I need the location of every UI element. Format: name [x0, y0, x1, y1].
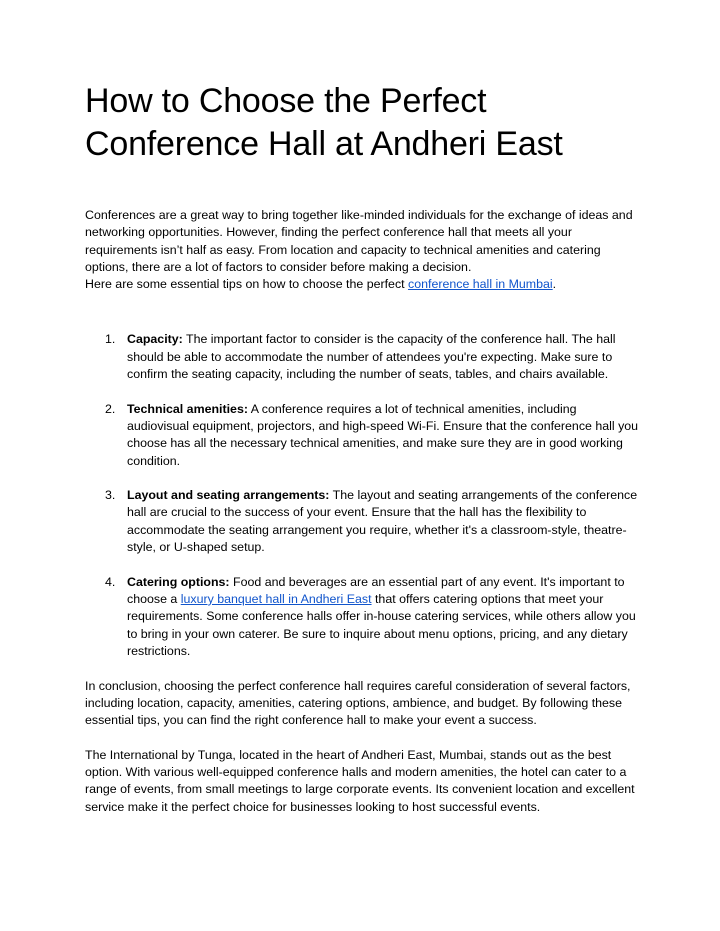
tip-text: A conference requires a lot of technical amenities, including audiovisual equipment, projectors, and high-speed Wi-Fi. Ensure that the conference hall you choose has all the necessary technical amenities, and make sure they are in good working condition. — [127, 401, 639, 468]
conference-hall-mumbai-link[interactable]: conference hall in Mumbai — [408, 277, 553, 292]
list-number: 4. — [105, 574, 116, 589]
list-item — [105, 487, 641, 556]
tips-lead-text: Here are some essential tips on how to choose the perfect — [85, 277, 409, 292]
intro-paragraph: Conferences are a great way to bring together like-minded individuals for the exchange of ideas and networking opportunities. However, finding the perfect conference hall that meets all your requirements isn’t half as easy. From location and capacity to technical amenities and catering options, there are a lot of factors to consider before making a decision. — [85, 208, 633, 274]
list-number: 1. — [105, 332, 116, 347]
document-page — [85, 80, 641, 816]
page-title: How to Choose the Perfect Conference Hall at Andheri East — [85, 82, 563, 163]
conclusion-paragraph: In conclusion, choosing the perfect conference hall requires careful consideration of several factors, including location, capacity, amenities, catering options, ambience, and budget. By following these essential tips, you can find the right conference hall to make your event a success. — [85, 678, 631, 728]
tip-label: Capacity: — [127, 332, 183, 347]
tips-lead-end: . — [552, 277, 557, 292]
list-item — [105, 574, 641, 660]
list-number: 2. — [105, 401, 116, 416]
tip-text: The important factor to consider is the capacity of the conference hall. The hall should be able to accommodate the number of attendees you're expecting. Make sure to confirm the seating capacity, including the number of seats, tables, and chairs available. — [127, 332, 616, 382]
closing-paragraph: The International by Tunga, located in the heart of Andheri East, Mumbai, stands out as the best option. With various well-equipped conference halls and modern amenities, the hotel can cater to a range of events, from small meetings to large corporate events. Its convenient location and excellent service make it the perfect choice for businesses looking to host successful events. — [85, 747, 635, 814]
tips-lead-paragraph — [85, 276, 641, 293]
tip-text-continued: that offers catering options that meet your requirements. Some conference halls offer in-house catering services, while others allow you to bring in your own caterer. Be sure to inquire about menu options, pricing, and any dietary restrictions. — [127, 591, 636, 658]
list-item — [105, 331, 641, 383]
tips-list — [85, 331, 641, 660]
tip-label: Layout and seating arrangements: — [127, 488, 330, 503]
luxury-banquet-hall-link[interactable]: luxury banquet hall in Andheri East — [180, 591, 372, 606]
list-number: 3. — [105, 488, 116, 503]
tip-label: Technical amenities: — [127, 401, 248, 416]
list-item — [105, 401, 641, 470]
tip-label: Catering options: — [127, 574, 230, 589]
tip-text: Food and beverages are an essential part of any event. It's important to choose a — [127, 574, 625, 606]
tip-text: The layout and seating arrangements of the conference hall are crucial to the success of your event. Ensure that the hall has the flexibility to accommodate the seating arrangement you require, whether it's a classroom-style, theatre-style, or U-shaped setup. — [127, 488, 638, 555]
